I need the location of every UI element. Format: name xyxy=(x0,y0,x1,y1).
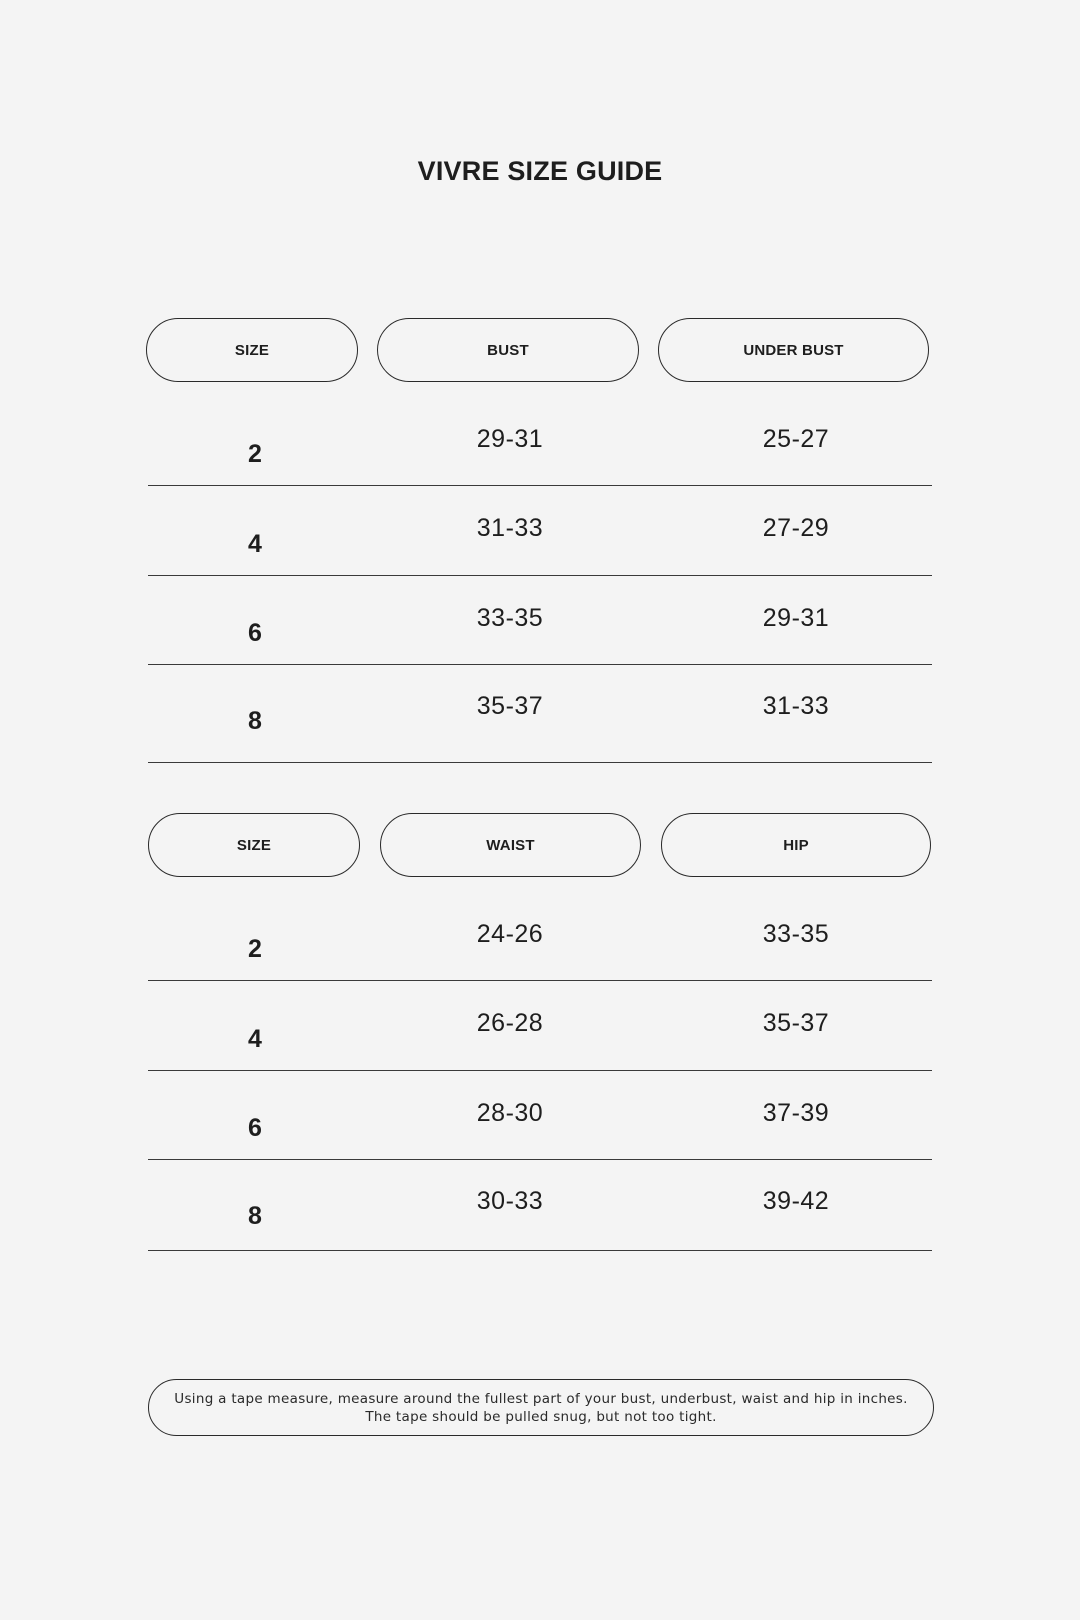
table-row xyxy=(148,400,932,486)
waist-value: 24-26 xyxy=(476,920,544,948)
size-value: 4 xyxy=(248,1025,262,1053)
table1-header-size: SIZE xyxy=(146,318,358,382)
table2-header-waist: WAIST xyxy=(380,813,641,877)
table-row xyxy=(148,486,932,576)
table2-header-size: SIZE xyxy=(148,813,360,877)
table-row xyxy=(148,665,932,763)
size-value: 8 xyxy=(248,707,262,735)
instructions-line-2: The tape should be pulled snug, but not too tight. xyxy=(365,1408,717,1425)
size-value: 2 xyxy=(248,440,262,468)
table-row xyxy=(148,895,932,981)
under-bust-value: 25-27 xyxy=(762,425,830,453)
hip-value: 33-35 xyxy=(762,920,830,948)
measuring-instructions xyxy=(148,1379,934,1436)
bust-value: 29-31 xyxy=(476,425,544,453)
hip-value: 35-37 xyxy=(762,1009,830,1037)
bust-value: 31-33 xyxy=(476,514,544,542)
table-row xyxy=(148,1160,932,1251)
table-row xyxy=(148,1071,932,1160)
waist-value: 28-30 xyxy=(476,1099,544,1127)
bust-value: 33-35 xyxy=(476,604,544,632)
table2-header-hip: HIP xyxy=(661,813,931,877)
table-row xyxy=(148,981,932,1071)
instructions-line-1: Using a tape measure, measure around the fullest part of your bust, underbust, waist and hip in inches. xyxy=(174,1390,908,1407)
table1-header-bust: BUST xyxy=(377,318,639,382)
table-row xyxy=(148,576,932,665)
size-value: 6 xyxy=(248,619,262,647)
page-title: VIVRE SIZE GUIDE xyxy=(417,156,663,186)
size-value: 8 xyxy=(248,1202,262,1230)
waist-value: 30-33 xyxy=(476,1187,544,1215)
size-value: 6 xyxy=(248,1114,262,1142)
under-bust-value: 29-31 xyxy=(762,604,830,632)
bust-value: 35-37 xyxy=(476,692,544,720)
hip-value: 39-42 xyxy=(762,1187,830,1215)
under-bust-value: 27-29 xyxy=(762,514,830,542)
waist-value: 26-28 xyxy=(476,1009,544,1037)
hip-value: 37-39 xyxy=(762,1099,830,1127)
size-value: 4 xyxy=(248,530,262,558)
size-value: 2 xyxy=(248,935,262,963)
table1-header-under-bust: UNDER BUST xyxy=(658,318,929,382)
under-bust-value: 31-33 xyxy=(762,692,830,720)
